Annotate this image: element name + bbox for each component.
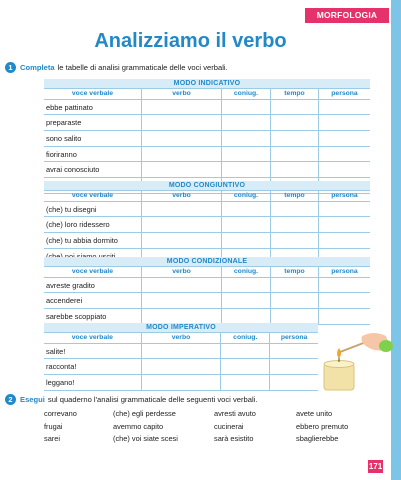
col-voce: voce verbale <box>44 333 142 343</box>
voce-cell: (che) loro ridessero <box>44 217 142 232</box>
table-header-row <box>44 333 318 344</box>
exercise-verb: Esegui <box>20 395 45 404</box>
col-persona: persona <box>331 268 358 275</box>
answer-cell[interactable] <box>270 344 318 359</box>
list-item: (che) egli perdesse <box>113 409 176 418</box>
voce-cell: avrai conosciuto <box>44 162 142 177</box>
answer-cell[interactable] <box>271 309 319 324</box>
col-persona: persona <box>331 192 358 199</box>
mode-title: MODO IMPERATIVO <box>44 323 318 333</box>
answer-cell[interactable] <box>222 147 271 162</box>
table-row <box>44 359 318 375</box>
answer-cell[interactable] <box>222 217 271 232</box>
exercise-number: 2 <box>5 394 16 405</box>
answer-cell[interactable] <box>319 278 370 293</box>
voce-cell: (che) tu disegni <box>44 202 142 217</box>
answer-cell[interactable] <box>222 293 271 308</box>
exercise-text: sul quaderno l'analisi grammaticale delle seguenti voci verbali. <box>47 395 258 404</box>
col-verbo: verbo <box>142 267 222 277</box>
answer-cell[interactable] <box>142 147 222 162</box>
answer-cell[interactable] <box>142 202 222 217</box>
table-row <box>44 293 370 309</box>
answer-cell[interactable] <box>222 202 271 217</box>
col-coniug: coniug. <box>221 333 270 343</box>
mode-title: MODO CONGIUNTIVO <box>44 181 370 191</box>
answer-cell[interactable] <box>271 100 319 115</box>
voce-cell: salite! <box>44 344 142 359</box>
answer-cell[interactable] <box>222 309 271 324</box>
answer-cell[interactable] <box>271 278 319 293</box>
answer-cell[interactable] <box>221 375 270 390</box>
answer-cell[interactable] <box>222 115 271 130</box>
answer-cell[interactable] <box>319 233 370 248</box>
answer-cell[interactable] <box>142 100 222 115</box>
answer-cell[interactable] <box>142 293 222 308</box>
col-coniug: coniug. <box>222 89 271 99</box>
col-persona: persona <box>331 90 358 97</box>
answer-cell[interactable] <box>319 162 370 177</box>
answer-cell[interactable] <box>142 309 222 324</box>
list-item: correvano <box>44 409 77 418</box>
answer-cell[interactable] <box>142 344 222 359</box>
list-item: ebbero premuto <box>296 421 349 431</box>
col-verbo: verbo <box>142 333 222 343</box>
voce-cell: sarebbe scoppiato <box>44 309 142 324</box>
answer-cell[interactable] <box>142 131 222 146</box>
table-row <box>44 147 370 163</box>
answer-cell[interactable] <box>222 100 271 115</box>
answer-cell[interactable] <box>222 131 271 146</box>
answer-cell[interactable] <box>319 131 370 146</box>
answer-cell[interactable] <box>142 359 222 374</box>
table-row <box>44 131 370 147</box>
voce-cell: ebbe pattinato <box>44 100 142 115</box>
table-row <box>44 375 318 391</box>
table-indicativo <box>44 79 370 194</box>
list-item: sbaglierebbe <box>296 434 339 443</box>
list-item: cucinerai <box>214 421 244 431</box>
list-item: avemmo capito <box>113 421 164 431</box>
exercise-text: le tabelle di analisi grammaticale delle voci verbali. <box>57 63 228 72</box>
answer-cell[interactable] <box>271 147 319 162</box>
answer-cell[interactable] <box>271 293 319 308</box>
answer-cell[interactable] <box>222 233 271 248</box>
col-coniug: coniug. <box>222 191 271 201</box>
voce-cell: sono salito <box>44 131 142 146</box>
answer-cell[interactable] <box>142 233 222 248</box>
col-coniug: coniug. <box>222 267 271 277</box>
table-imperativo <box>44 323 318 391</box>
table-row <box>44 162 370 178</box>
table-row <box>44 233 370 249</box>
answer-cell[interactable] <box>142 115 222 130</box>
answer-cell[interactable] <box>271 202 319 217</box>
answer-cell[interactable] <box>271 115 319 130</box>
table-condizionale <box>44 257 370 325</box>
exercise-1-instruction <box>5 62 228 73</box>
voce-cell: accenderei <box>44 293 142 308</box>
answer-cell[interactable] <box>319 115 370 130</box>
table-row <box>44 217 370 233</box>
candle-illustration <box>314 330 394 392</box>
col-voce: voce verbale <box>44 89 142 99</box>
voce-cell: (che) tu abbia dormito <box>44 233 142 248</box>
table-row <box>44 202 370 218</box>
col-voce: voce verbale <box>44 191 142 201</box>
answer-cell[interactable] <box>142 375 222 390</box>
answer-cell[interactable] <box>319 100 370 115</box>
col-voce: voce verbale <box>44 267 142 277</box>
answer-cell[interactable] <box>319 202 370 217</box>
col-tempo: tempo <box>271 89 319 99</box>
exercise-number: 1 <box>5 62 16 73</box>
answer-cell[interactable] <box>270 375 318 390</box>
mode-title: MODO CONDIZIONALE <box>44 257 370 267</box>
table-row <box>44 278 370 294</box>
col-tempo: tempo <box>271 267 319 277</box>
list-item: frugai <box>44 421 63 431</box>
exercise-verb: Completa <box>20 63 55 72</box>
answer-cell[interactable] <box>222 278 271 293</box>
voce-cell: fioriranno <box>44 147 142 162</box>
answer-cell[interactable] <box>142 278 222 293</box>
table-header-row <box>44 89 370 100</box>
answer-cell[interactable] <box>142 217 222 232</box>
table-header-row <box>44 267 370 278</box>
exercise-2-verb-list <box>44 408 370 445</box>
table-row <box>44 115 370 131</box>
col-tempo: tempo <box>271 191 319 201</box>
voce-cell: leggano! <box>44 375 142 390</box>
answer-cell[interactable] <box>271 162 319 177</box>
table-congiuntivo <box>44 181 370 264</box>
answer-cell[interactable] <box>319 309 370 324</box>
answer-cell[interactable] <box>221 344 270 359</box>
table-header-row <box>44 191 370 202</box>
answer-cell[interactable] <box>221 359 270 374</box>
list-item: sarà esistito <box>214 434 254 443</box>
answer-cell[interactable] <box>319 293 370 308</box>
page-edge-strip <box>391 0 401 480</box>
page-number: 171 <box>368 462 383 471</box>
list-item: (che) voi siate scesi <box>113 434 178 443</box>
voce-cell: avreste gradito <box>44 278 142 293</box>
answer-cell[interactable] <box>271 131 319 146</box>
list-item: avete unito <box>296 409 333 418</box>
voce-cell: preparaste <box>44 115 142 130</box>
section-tag: MORFOLOGIA <box>305 8 389 23</box>
answer-cell[interactable] <box>222 162 271 177</box>
col-persona: persona <box>280 334 308 341</box>
exercise-2-instruction <box>5 394 257 405</box>
page-title: Analizziamo il verbo <box>94 30 287 52</box>
mode-title: MODO INDICATIVO <box>44 79 370 89</box>
answer-cell[interactable] <box>319 147 370 162</box>
answer-cell[interactable] <box>271 233 319 248</box>
col-verbo: verbo <box>142 89 222 99</box>
answer-cell[interactable] <box>142 162 222 177</box>
table-row <box>44 100 370 116</box>
answer-cell[interactable] <box>319 217 370 232</box>
list-item: avresti avuto <box>214 409 256 418</box>
col-verbo: verbo <box>142 191 222 201</box>
answer-cell[interactable] <box>271 217 319 232</box>
list-item: sarei <box>44 434 61 443</box>
voce-cell: racconta! <box>44 359 142 374</box>
table-row <box>44 344 318 360</box>
answer-cell[interactable] <box>270 359 318 374</box>
